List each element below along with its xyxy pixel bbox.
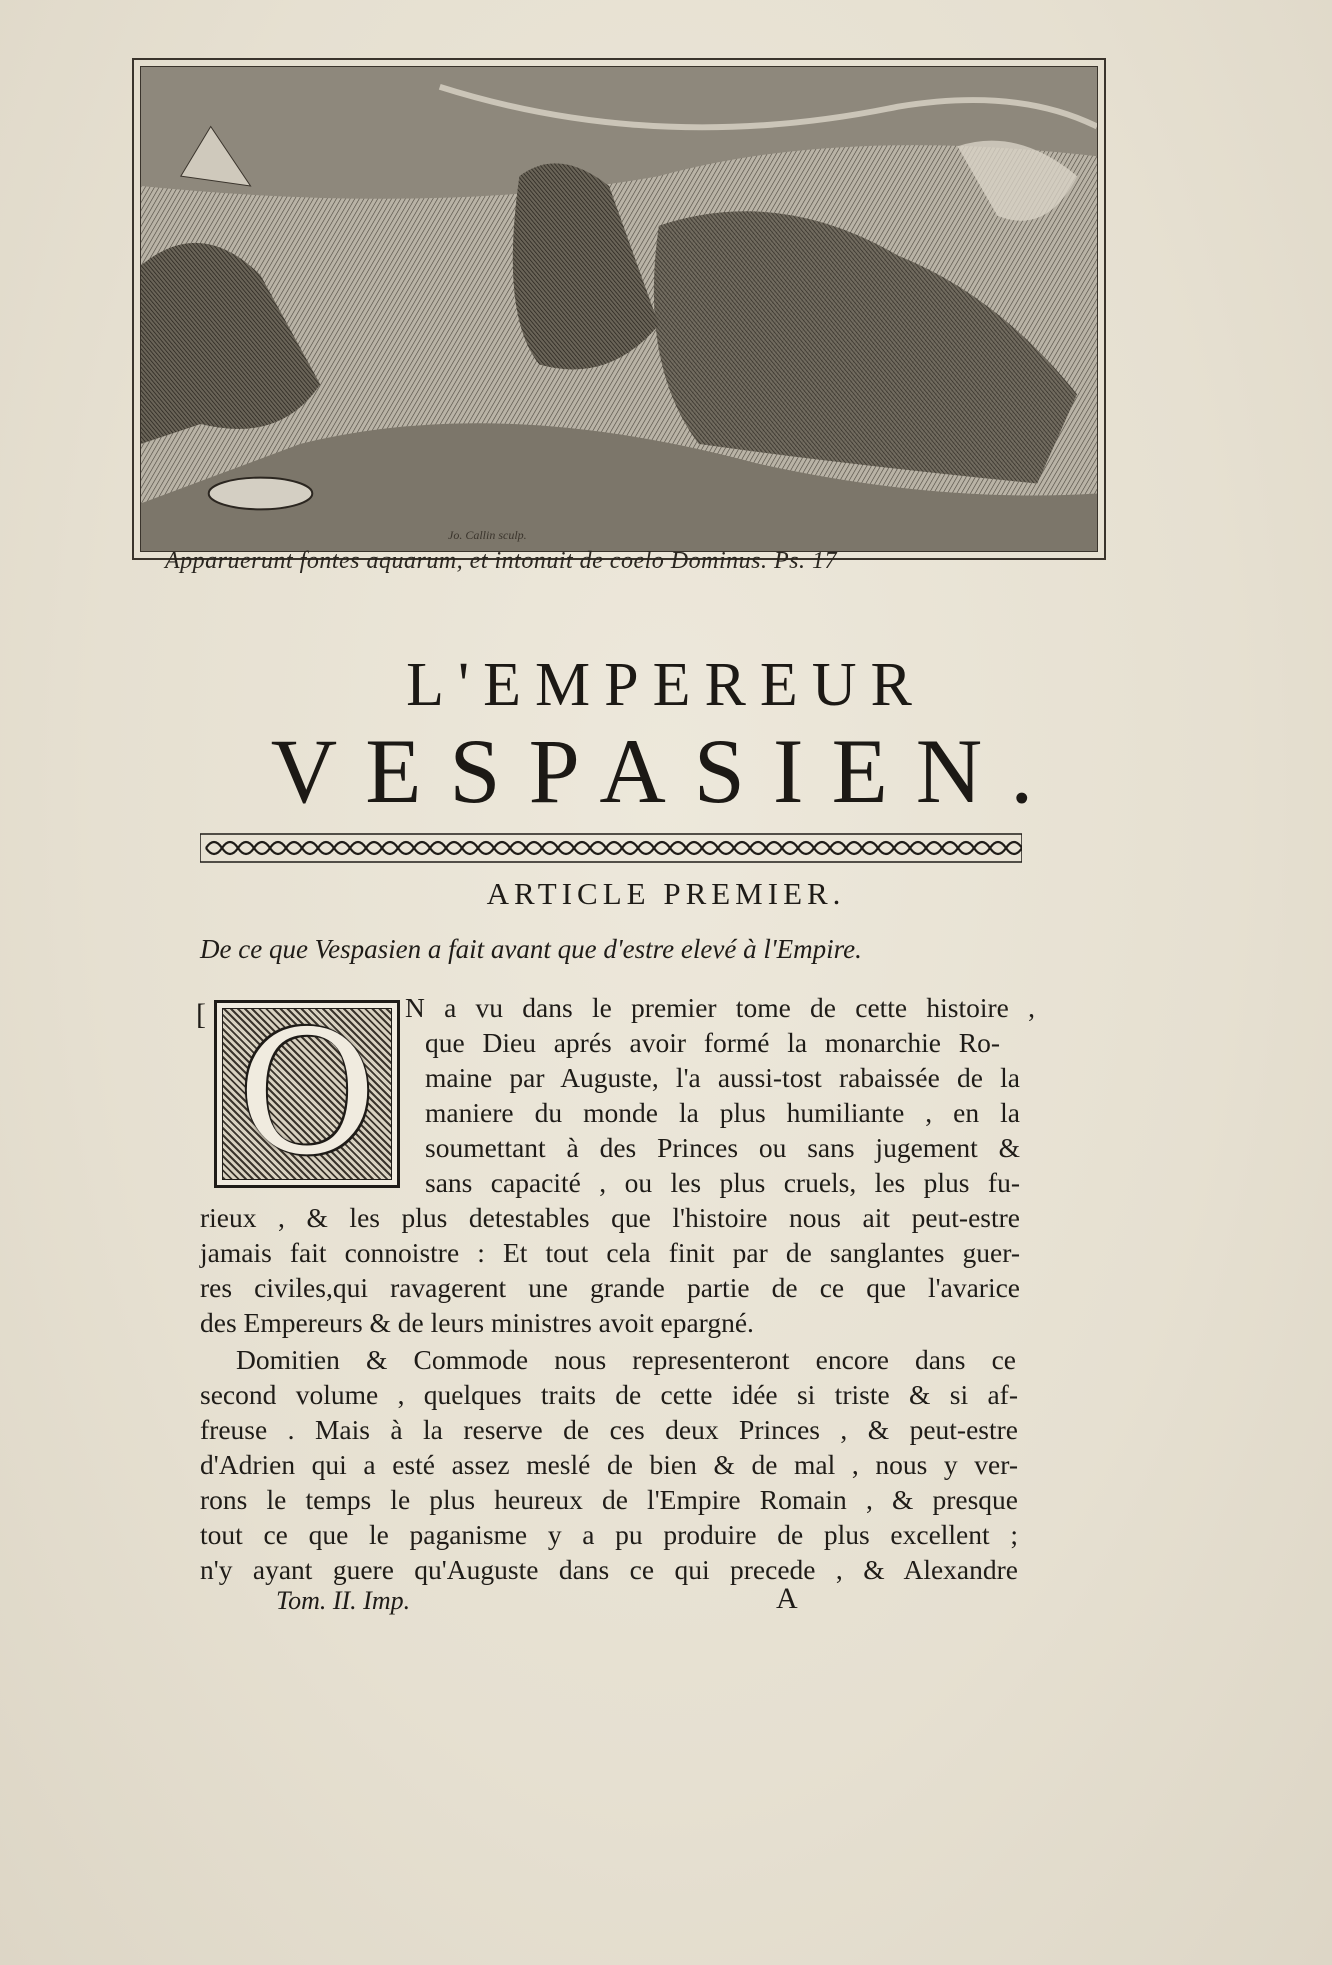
text-line: que Dieu aprés avoir formé la monarchie Ro- bbox=[425, 1027, 1000, 1058]
text-line: rieux , & les plus detestables que l'histoire nous ait peut-estre bbox=[200, 1202, 1020, 1233]
battle-engraving-image bbox=[140, 66, 1098, 552]
engraver-signature: Jo. Callin sculp. bbox=[448, 528, 527, 542]
text-line: rons le temps le plus heureux de l'Empire Romain , & presque bbox=[200, 1484, 1018, 1515]
text-line: des Empereurs & de leurs ministres avoit epargné. bbox=[200, 1307, 754, 1338]
article-heading: ARTICLE PREMIER. bbox=[486, 876, 846, 911]
decorated-initial-background bbox=[222, 1008, 392, 1180]
text-line: d'Adrien qui a esté assez meslé de bien & de mal , nous y ver- bbox=[200, 1449, 1018, 1480]
text-line: freuse . Mais à la reserve de ces deux Princes , & peut-estre bbox=[200, 1414, 1018, 1445]
volume-reference: Tom. II. Imp. bbox=[276, 1586, 411, 1615]
signature-mark: A bbox=[776, 1582, 798, 1615]
text-line: Domitien & Commode nous representeront encore dans ce bbox=[236, 1344, 1016, 1375]
decorated-initial bbox=[214, 1000, 400, 1188]
text-line: maniere du monde la plus humiliante , en la bbox=[425, 1097, 1020, 1128]
margin-bracket: [ bbox=[196, 998, 206, 1031]
engraving-caption: Apparuerunt fontes aquarum, et intonuit de coelo Dominus. Ps. 17 bbox=[165, 548, 837, 574]
title-line-2: VESPASIEN. bbox=[270, 720, 1062, 822]
text-line: N a vu dans le premier tome de cette histoire , bbox=[405, 992, 1035, 1023]
text-line: n'y ayant guere qu'Auguste dans ce qui precede , & Alexandre bbox=[200, 1554, 1018, 1585]
text-line: tout ce que le paganisme y a pu produire de plus excellent ; bbox=[200, 1519, 1018, 1550]
text-line: jamais fait connoistre : Et tout cela finit par de sanglantes guer- bbox=[200, 1237, 1020, 1268]
engraving-frame bbox=[132, 58, 1106, 560]
text-line: maine par Auguste, l'a aussi-tost rabaissée de la bbox=[425, 1062, 1020, 1093]
text-line: second volume , quelques traits de cette idée si triste & si af- bbox=[200, 1379, 1018, 1410]
text-line: soumettant à des Princes ou sans jugement & bbox=[425, 1132, 1020, 1163]
text-line: sans capacité , ou les plus cruels, les plus fu- bbox=[425, 1167, 1020, 1198]
ornamental-divider bbox=[200, 832, 1022, 864]
title-line-1: L'EMPEREUR bbox=[406, 651, 926, 719]
decorated-initial-letter: O bbox=[237, 1008, 377, 1180]
text-line: res civiles,qui ravagerent une grande partie de ce que l'avarice bbox=[200, 1272, 1020, 1303]
article-summary: De ce que Vespasien a fait avant que d'estre elevé à l'Empire. bbox=[200, 934, 862, 964]
